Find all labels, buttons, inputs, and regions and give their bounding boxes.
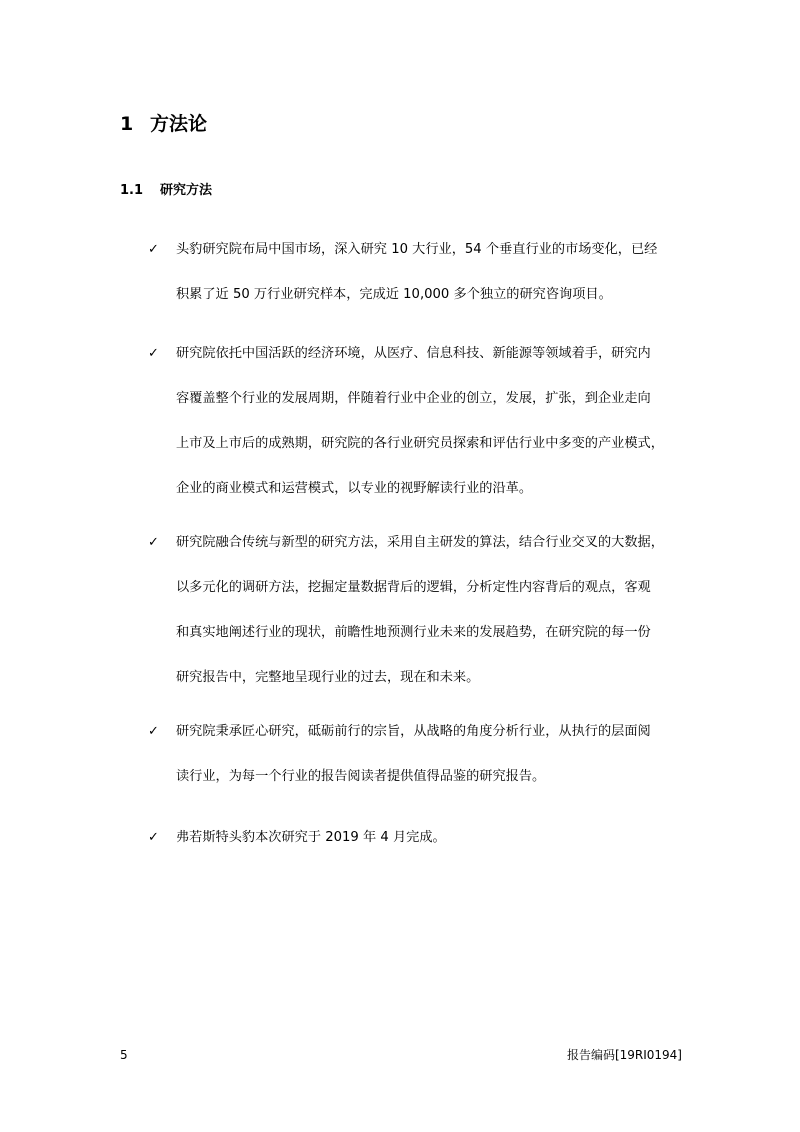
checkmark-icon: ✓ [148, 535, 159, 550]
text-line: 研究院融合传统与新型的研究方法，采用自主研发的算法，结合行业交叉的大数据， [176, 535, 664, 550]
text-line: 企业的商业模式和运营模式，以专业的视野解读行业的沿革。 [176, 481, 533, 496]
subsection-number: 1.1 [120, 183, 144, 198]
report-code: 报告编码[19RI0194] [566, 1048, 682, 1062]
bullet-text [176, 720, 691, 810]
text-line: 研究院秉承匠心研究，砥砺前行的宗旨，从战略的角度分析行业，从执行的层面阅 [176, 724, 651, 739]
checkmark-icon: ✓ [148, 346, 159, 361]
text-line: 读行业，为每一个行业的报告阅读者提供值得品鉴的研究报告。 [176, 769, 546, 784]
text-line: 研究报告中，完整地呈现行业的过去，现在和未来。 [176, 670, 480, 685]
text-line: 头豹研究院布局中国市场，深入研究 10 大行业，54 个垂直行业的市场变化，已经 [176, 242, 658, 257]
text-line: 和真实地阐述行业的现状，前瞻性地预测行业未来的发展趋势，在研究院的每一份 [176, 625, 651, 640]
checkmark-icon: ✓ [148, 242, 159, 257]
checkmark-icon: ✓ [148, 830, 159, 845]
text-line: 上市及上市后的成熟期，研究院的各行业研究员探索和评估行业中多变的产业模式， [176, 436, 664, 451]
text-line: 弗若斯特头豹本次研究于 2019 年 4 月完成。 [176, 830, 446, 845]
section-number: 1 [120, 113, 134, 135]
section-title: 方法论 [150, 113, 208, 135]
subsection-heading [120, 180, 212, 202]
text-line: 以多元化的调研方法，挖掘定量数据背后的逻辑，分析定性内容背后的观点，客观 [176, 580, 651, 595]
bullet-text [176, 238, 691, 328]
subsection-title: 研究方法 [160, 183, 213, 198]
bullet-text [176, 342, 691, 522]
checkmark-icon: ✓ [148, 724, 159, 739]
bullet-text [176, 531, 691, 711]
text-line: 容覆盖整个行业的发展周期，伴随着行业中企业的创立，发展，扩张，到企业走向 [176, 391, 651, 406]
page-number: 5 [120, 1048, 128, 1062]
section-heading [120, 110, 207, 138]
bullet-text [176, 826, 691, 871]
text-line: 积累了近 50 万行业研究样本，完成近 10,000 多个独立的研究咨询项目。 [176, 287, 612, 302]
text-line: 研究院依托中国活跃的经济环境，从医疗、信息科技、新能源等领域着手，研究内 [176, 346, 651, 361]
